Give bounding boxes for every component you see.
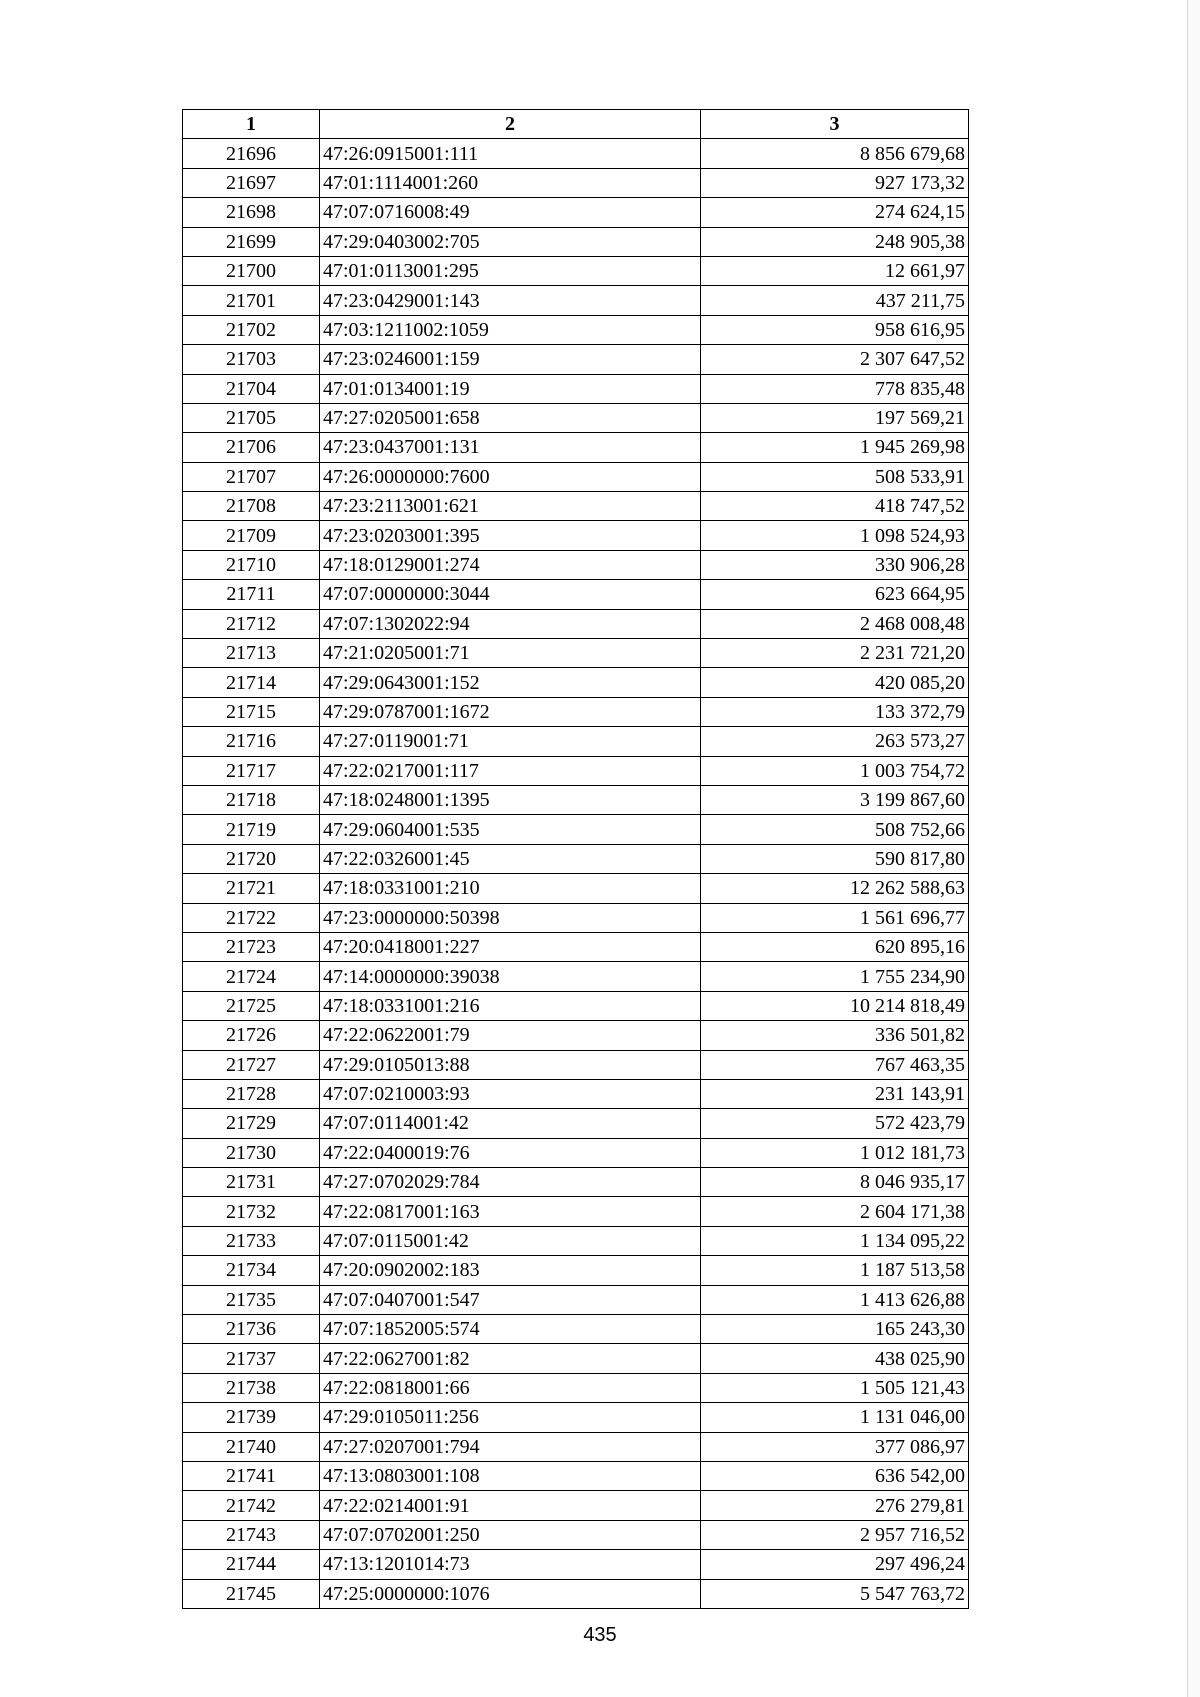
- row-number-cell: 21714: [183, 668, 320, 697]
- row-number-cell: 21721: [183, 874, 320, 903]
- cadastral-number-cell: 47:29:0403002:705: [320, 227, 701, 256]
- table-row: [183, 1168, 969, 1197]
- value-cell: 12 262 588,63: [701, 874, 969, 903]
- row-number-cell: 21699: [183, 227, 320, 256]
- cadastral-number-cell: 47:07:0115001:42: [320, 1226, 701, 1255]
- value-cell: 1 755 234,90: [701, 962, 969, 991]
- value-cell: 420 085,20: [701, 668, 969, 697]
- page-edge: [1187, 0, 1200, 1697]
- table-row: [183, 433, 969, 462]
- value-cell: 8 046 935,17: [701, 1168, 969, 1197]
- cadastral-number-cell: 47:18:0248001:1395: [320, 785, 701, 814]
- header-col-2: 2: [320, 110, 701, 139]
- row-number-cell: 21710: [183, 550, 320, 579]
- value-cell: 276 279,81: [701, 1491, 969, 1520]
- value-cell: 1 187 513,58: [701, 1256, 969, 1285]
- value-cell: 1 131 046,00: [701, 1403, 969, 1432]
- value-cell: 2 604 171,38: [701, 1197, 969, 1226]
- value-cell: 231 143,91: [701, 1079, 969, 1108]
- table-row: [183, 227, 969, 256]
- cadastral-number-cell: 47:14:0000000:39038: [320, 962, 701, 991]
- value-cell: 438 025,90: [701, 1344, 969, 1373]
- table-row: [183, 1373, 969, 1402]
- row-number-cell: 21727: [183, 1050, 320, 1079]
- value-cell: 165 243,30: [701, 1315, 969, 1344]
- cadastral-number-cell: 47:22:0817001:163: [320, 1197, 701, 1226]
- value-cell: 1 134 095,22: [701, 1226, 969, 1255]
- table-row: [183, 256, 969, 285]
- row-number-cell: 21724: [183, 962, 320, 991]
- cadastral-number-cell: 47:22:0217001:117: [320, 756, 701, 785]
- header-col-3: 3: [701, 110, 969, 139]
- table-row: [183, 668, 969, 697]
- table-row: [183, 756, 969, 785]
- header-col-1: 1: [183, 110, 320, 139]
- cadastral-number-cell: 47:01:1114001:260: [320, 168, 701, 197]
- value-cell: 297 496,24: [701, 1550, 969, 1579]
- table-row: [183, 550, 969, 579]
- row-number-cell: 21728: [183, 1079, 320, 1108]
- cadastral-number-cell: 47:23:2113001:621: [320, 492, 701, 521]
- cadastral-number-cell: 47:07:1852005:574: [320, 1315, 701, 1344]
- row-number-cell: 21701: [183, 286, 320, 315]
- cadastral-number-cell: 47:22:0214001:91: [320, 1491, 701, 1520]
- row-number-cell: 21722: [183, 903, 320, 932]
- table-row: [183, 580, 969, 609]
- cadastral-number-cell: 47:22:0627001:82: [320, 1344, 701, 1373]
- cadastral-number-cell: 47:13:1201014:73: [320, 1550, 701, 1579]
- value-cell: 377 086,97: [701, 1432, 969, 1461]
- row-number-cell: 21735: [183, 1285, 320, 1314]
- page-number: 435: [583, 1624, 617, 1646]
- table-row: [183, 1579, 969, 1608]
- cadastral-number-cell: 47:29:0105013:88: [320, 1050, 701, 1079]
- row-number-cell: 21726: [183, 1021, 320, 1050]
- row-number-cell: 21731: [183, 1168, 320, 1197]
- cadastral-number-cell: 47:27:0207001:794: [320, 1432, 701, 1461]
- value-cell: 927 173,32: [701, 168, 969, 197]
- row-number-cell: 21719: [183, 815, 320, 844]
- value-cell: 778 835,48: [701, 374, 969, 403]
- cadastral-number-cell: 47:07:0407001:547: [320, 1285, 701, 1314]
- table-body: [183, 139, 969, 1609]
- value-cell: 1 003 754,72: [701, 756, 969, 785]
- value-cell: 590 817,80: [701, 844, 969, 873]
- table-row: [183, 1285, 969, 1314]
- table-row: [183, 286, 969, 315]
- cadastral-number-cell: 47:20:0902002:183: [320, 1256, 701, 1285]
- value-cell: 1 561 696,77: [701, 903, 969, 932]
- row-number-cell: 21703: [183, 345, 320, 374]
- row-number-cell: 21743: [183, 1520, 320, 1549]
- table-row: [183, 1138, 969, 1167]
- value-cell: 572 423,79: [701, 1109, 969, 1138]
- cadastral-number-cell: 47:23:0000000:50398: [320, 903, 701, 932]
- cadastral-number-cell: 47:03:1211002:1059: [320, 315, 701, 344]
- cadastral-number-cell: 47:23:0246001:159: [320, 345, 701, 374]
- cadastral-number-cell: 47:26:0915001:111: [320, 139, 701, 168]
- table-row: [183, 1021, 969, 1050]
- value-cell: 1 413 626,88: [701, 1285, 969, 1314]
- value-cell: 418 747,52: [701, 492, 969, 521]
- cadastral-number-cell: 47:27:0205001:658: [320, 403, 701, 432]
- cadastral-number-cell: 47:29:0105011:256: [320, 1403, 701, 1432]
- row-number-cell: 21745: [183, 1579, 320, 1608]
- value-cell: 508 752,66: [701, 815, 969, 844]
- value-cell: 3 199 867,60: [701, 785, 969, 814]
- cadastral-number-cell: 47:18:0331001:210: [320, 874, 701, 903]
- table-row: [183, 1050, 969, 1079]
- value-cell: 767 463,35: [701, 1050, 969, 1079]
- table-row: [183, 1520, 969, 1549]
- table-row: [183, 962, 969, 991]
- row-number-cell: 21712: [183, 609, 320, 638]
- table-row: [183, 874, 969, 903]
- table-row: [183, 1461, 969, 1490]
- table-row: [183, 1491, 969, 1520]
- row-number-cell: 21732: [183, 1197, 320, 1226]
- cadastral-number-cell: 47:18:0331001:216: [320, 991, 701, 1020]
- value-cell: 2 231 721,20: [701, 639, 969, 668]
- row-number-cell: 21700: [183, 256, 320, 285]
- cadastral-number-cell: 47:18:0129001:274: [320, 550, 701, 579]
- row-number-cell: 21709: [183, 521, 320, 550]
- value-cell: 2 468 008,48: [701, 609, 969, 638]
- table-row: [183, 1256, 969, 1285]
- value-cell: 2 957 716,52: [701, 1520, 969, 1549]
- table-row: [183, 727, 969, 756]
- table-row: [183, 1226, 969, 1255]
- row-number-cell: 21706: [183, 433, 320, 462]
- value-cell: 248 905,38: [701, 227, 969, 256]
- table-row: [183, 315, 969, 344]
- value-cell: 2 307 647,52: [701, 345, 969, 374]
- value-cell: 623 664,95: [701, 580, 969, 609]
- value-cell: 12 661,97: [701, 256, 969, 285]
- cadastral-number-cell: 47:27:0702029:784: [320, 1168, 701, 1197]
- row-number-cell: 21730: [183, 1138, 320, 1167]
- value-cell: 10 214 818,49: [701, 991, 969, 1020]
- row-number-cell: 21708: [183, 492, 320, 521]
- cadastral-number-cell: 47:25:0000000:1076: [320, 1579, 701, 1608]
- row-number-cell: 21715: [183, 697, 320, 726]
- value-cell: 1 098 524,93: [701, 521, 969, 550]
- value-cell: 336 501,82: [701, 1021, 969, 1050]
- row-number-cell: 21697: [183, 168, 320, 197]
- row-number-cell: 21738: [183, 1373, 320, 1402]
- cadastral-number-cell: 47:23:0429001:143: [320, 286, 701, 315]
- table-row: [183, 462, 969, 491]
- value-cell: 5 547 763,72: [701, 1579, 969, 1608]
- table-row: [183, 1315, 969, 1344]
- value-cell: 958 616,95: [701, 315, 969, 344]
- table-row: [183, 991, 969, 1020]
- value-cell: 263 573,27: [701, 727, 969, 756]
- table-row: [183, 609, 969, 638]
- row-number-cell: 21729: [183, 1109, 320, 1138]
- data-table: [182, 109, 969, 1609]
- row-number-cell: 21723: [183, 932, 320, 961]
- row-number-cell: 21705: [183, 403, 320, 432]
- cadastral-number-cell: 47:26:0000000:7600: [320, 462, 701, 491]
- cadastral-number-cell: 47:01:0113001:295: [320, 256, 701, 285]
- table-row: [183, 1403, 969, 1432]
- cadastral-number-cell: 47:21:0205001:71: [320, 639, 701, 668]
- cadastral-number-cell: 47:23:0203001:395: [320, 521, 701, 550]
- table-row: [183, 345, 969, 374]
- value-cell: 1 505 121,43: [701, 1373, 969, 1402]
- row-number-cell: 21718: [183, 785, 320, 814]
- table-row: [183, 1109, 969, 1138]
- cadastral-number-cell: 47:29:0787001:1672: [320, 697, 701, 726]
- cadastral-number-cell: 47:07:1302022:94: [320, 609, 701, 638]
- row-number-cell: 21716: [183, 727, 320, 756]
- value-cell: 1 012 181,73: [701, 1138, 969, 1167]
- table-row: [183, 403, 969, 432]
- cadastral-number-cell: 47:07:0210003:93: [320, 1079, 701, 1108]
- table-row: [183, 1197, 969, 1226]
- table-row: [183, 815, 969, 844]
- value-cell: 274 624,15: [701, 198, 969, 227]
- table-row: [183, 139, 969, 168]
- table-row: [183, 903, 969, 932]
- row-number-cell: 21720: [183, 844, 320, 873]
- row-number-cell: 21707: [183, 462, 320, 491]
- cadastral-number-cell: 47:07:0114001:42: [320, 1109, 701, 1138]
- row-number-cell: 21744: [183, 1550, 320, 1579]
- value-cell: 133 372,79: [701, 697, 969, 726]
- table-row: [183, 1550, 969, 1579]
- row-number-cell: 21717: [183, 756, 320, 785]
- row-number-cell: 21734: [183, 1256, 320, 1285]
- cadastral-number-cell: 47:22:0818001:66: [320, 1373, 701, 1402]
- row-number-cell: 21696: [183, 139, 320, 168]
- table-row: [183, 785, 969, 814]
- cadastral-number-cell: 47:22:0326001:45: [320, 844, 701, 873]
- row-number-cell: 21736: [183, 1315, 320, 1344]
- cadastral-number-cell: 47:01:0134001:19: [320, 374, 701, 403]
- cadastral-number-cell: 47:07:0716008:49: [320, 198, 701, 227]
- table-row: [183, 1079, 969, 1108]
- value-cell: 620 895,16: [701, 932, 969, 961]
- row-number-cell: 21742: [183, 1491, 320, 1520]
- row-number-cell: 21725: [183, 991, 320, 1020]
- row-number-cell: 21737: [183, 1344, 320, 1373]
- table-row: [183, 492, 969, 521]
- value-cell: 1 945 269,98: [701, 433, 969, 462]
- value-cell: 330 906,28: [701, 550, 969, 579]
- value-cell: 437 211,75: [701, 286, 969, 315]
- row-number-cell: 21733: [183, 1226, 320, 1255]
- table-row: [183, 844, 969, 873]
- cadastral-number-cell: 47:29:0604001:535: [320, 815, 701, 844]
- table-row: [183, 198, 969, 227]
- cadastral-number-cell: 47:07:0702001:250: [320, 1520, 701, 1549]
- value-cell: 508 533,91: [701, 462, 969, 491]
- header-row: [183, 110, 969, 139]
- cadastral-number-cell: 47:07:0000000:3044: [320, 580, 701, 609]
- value-cell: 636 542,00: [701, 1461, 969, 1490]
- row-number-cell: 21739: [183, 1403, 320, 1432]
- table-row: [183, 697, 969, 726]
- table-row: [183, 1432, 969, 1461]
- cadastral-number-cell: 47:29:0643001:152: [320, 668, 701, 697]
- table-row: [183, 168, 969, 197]
- table-row: [183, 521, 969, 550]
- cadastral-number-cell: 47:13:0803001:108: [320, 1461, 701, 1490]
- row-number-cell: 21711: [183, 580, 320, 609]
- cadastral-number-cell: 47:23:0437001:131: [320, 433, 701, 462]
- cadastral-number-cell: 47:20:0418001:227: [320, 932, 701, 961]
- table-row: [183, 374, 969, 403]
- table-row: [183, 932, 969, 961]
- row-number-cell: 21704: [183, 374, 320, 403]
- row-number-cell: 21698: [183, 198, 320, 227]
- row-number-cell: 21741: [183, 1461, 320, 1490]
- cadastral-number-cell: 47:22:0400019:76: [320, 1138, 701, 1167]
- value-cell: 8 856 679,68: [701, 139, 969, 168]
- row-number-cell: 21702: [183, 315, 320, 344]
- table-row: [183, 639, 969, 668]
- table-header: [183, 110, 969, 139]
- table-row: [183, 1344, 969, 1373]
- row-number-cell: 21740: [183, 1432, 320, 1461]
- cadastral-number-cell: 47:27:0119001:71: [320, 727, 701, 756]
- value-cell: 197 569,21: [701, 403, 969, 432]
- cadastral-number-cell: 47:22:0622001:79: [320, 1021, 701, 1050]
- row-number-cell: 21713: [183, 639, 320, 668]
